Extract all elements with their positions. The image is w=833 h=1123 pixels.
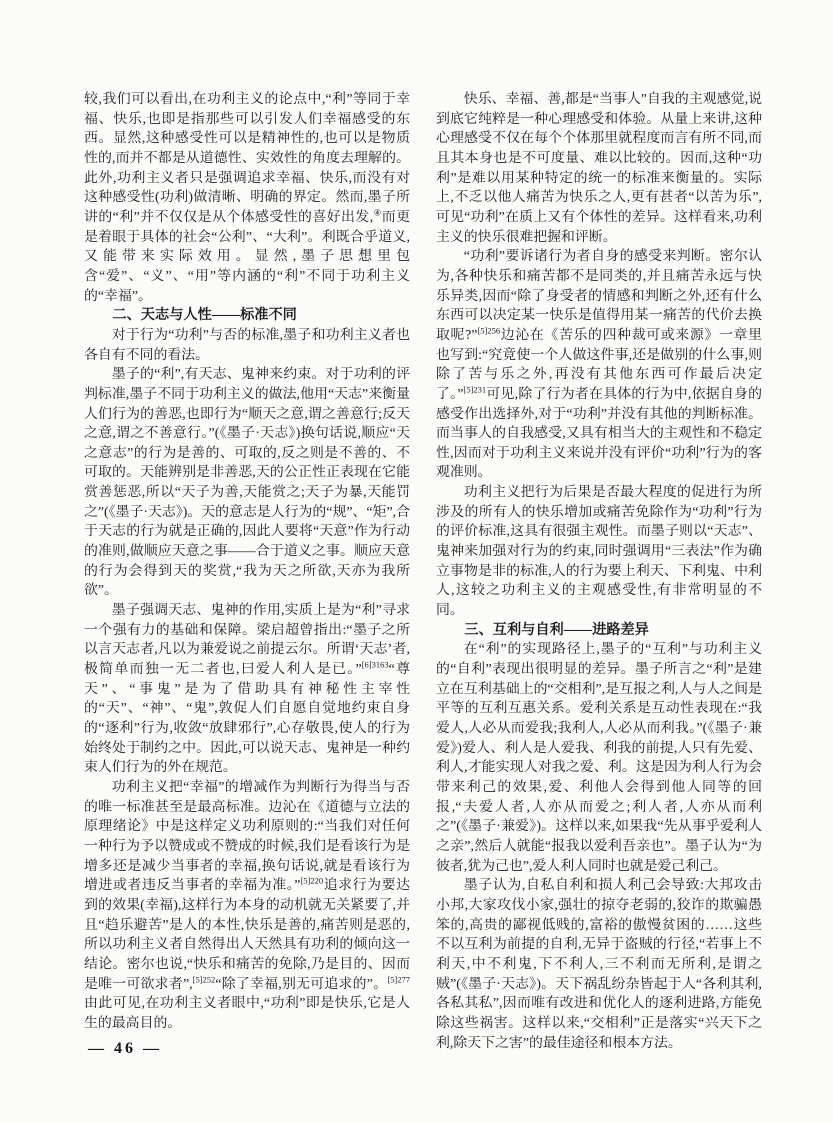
- citation-superscript: [5]252: [192, 973, 216, 984]
- citation-superscript: [5]277: [387, 973, 411, 984]
- paragraph: 在“利”的实现路径上,墨子的“互利”与功利主义的“自利”表现出很明显的差异。墨子所言之“利”是建立在互利基础上的“交相利”,是互报之利,人与人之间是平等的互利互惠关系。爱利关系是互动性表现在:“我爱人,人必从而爱我;我利人,人必从而利我。”(《墨子·兼爱》)爱人、利人是人爱我、利我的前提,人只有先爱、利人,才能实现人对我之爱、利。这是因为利人行为会带来利己的效果,爱、利他人会得到他人同等的回报,“夫爱人者,人亦从而爱之;利人者,人亦从而利之”(《墨子·兼爱》)。这样以来,如果我“先从事乎爱利人之亲”,然后人就能“报我以爱利吾亲也”。墨子认为“为彼者,犹为己也”,爱人利人同时也就是爱己利己。: [436, 642, 762, 874]
- paragraph: 墨子认为,自私自利和损人利己会导致:大邦攻击小邦,大家攻伐小家,强壮的掠夺老弱的,狡诈的欺骗愚笨的,高贵的鄙视低贱的,富裕的傲慢贫困的……这些不以互利为前提的自利,无异于盗贼的行径,“若事上不利天,中不利鬼,下不利人,三不利而无所利,是谓之贼”(《墨子·天志》)。天下祸乱纷杂皆起于人“各利其利,各私其私”,因而唯有改进和优化人的逐利进路,方能免除这些祸害。这样以来,“交相利”正是落实“兴天下之利,除天下之害”的最佳途径和根本方法。: [436, 878, 762, 1051]
- citation-superscript: [5]220: [300, 875, 324, 886]
- paragraph: 对于行为“功利”与否的标准,墨子和功利主义者也各自有不同的看法。: [84, 327, 410, 363]
- paragraph: 墨子强调天志、鬼神的作用,实质上是为“利”寻求一个强有力的基础和保障。梁启超曾指出:“墨子之所以言天志者,凡以为兼爱说之前提云尔。所谓‘天志’者,极简单而独一无二者也,曰爱人利人是已。”$^{[6]3163}$“尊天”、“事鬼”是为了借助具有神秘性主宰性的“天”、“神”、“鬼”,敦促人们自愿自觉地约束自身的“逐利”行为,收敛“放肆邪行”,心存敬畏,使人的行为始终处于制约之中。因此,可以说天志、鬼神是一种约束人们行为的外在规范。: [84, 603, 410, 776]
- paragraph: 快乐、幸福、善,都是“当事人”自我的主观感觉,说到底它纯粹是一种心理感受和体验。从量上来讲,这种心理感受不仅在每个个体那里就程度而言有所不同,而且其本身也是不可度量、难以比较的。因而,这种“功利”是难以用某种特定的统一的标准来衡量的。实际上,不乏以他人痛苦为快乐之人,更有甚者“以苦为乐”,可见“功利”在质上又有个体性的差异。这样看来,功利主义的快乐很难把握和评断。: [436, 92, 762, 245]
- citation-superscript: [6]3163: [361, 659, 389, 670]
- citation-superscript: [5]231: [463, 384, 487, 395]
- paragraph: 功利主义把行为后果是否最大程度的促进行为所涉及的所有人的快乐增加或痛苦免除作为“功利”行为的评价标准,这具有很强主观性。而墨子则以“天志”、鬼神来加强对行为的约束,同时强调用“三表法”作为确立事物是非的标准,人的行为要上利天、下利鬼、中利人,这较之功利主义的主观感受性,有非常明显的不同。: [436, 485, 762, 619]
- citation-superscript: ④: [373, 207, 382, 218]
- left-column: [84, 90, 410, 1053]
- two-column-text-area: [84, 90, 762, 1053]
- right-column: [436, 90, 762, 1053]
- page-number: — 46 —: [88, 1040, 162, 1057]
- paragraph: “功利”要诉诸行为者自身的感受来判断。密尔认为,各种快乐和痛苦都不是同类的,并且痛苦永远与快乐异类,因而“除了身受者的情感和判断之外,还有什么东西可以决定某一快乐是值得用某一痛苦的代价去换取呢?”$^{[5]256}$边沁在《苦乐的四种裁可或来源》一章里也写到:“究竟使一个人做这件事,还是做别的什么事,则除了苦与乐之外,再没有其他东西可作最后决定了。”$^{[5]231}$可见,除了行为者在具体的行为中,依据自身的感受作出选择外,对于“功利”并没有其他的判断标准。而当事人的自我感受,又具有相当大的主观性和不稳定性,因而对于功利主义来说并没有评价“功利”行为的客观准则。: [436, 249, 763, 481]
- section-heading: 二、天志与人性——标准不同: [112, 307, 297, 324]
- section-heading: 三、互利与自利——进路差异: [464, 621, 649, 638]
- paragraph: 较,我们可以看出,在功利主义的论点中,“利”等同于幸福、快乐,也即是指那些可以引发人们幸福感受的东西。显然,这种感受性可以是精神性的,也可以是物质性的,而并不都是从道德性、实效性的角度去理解的。此外,功利主义者只是强调追求幸福、快乐,而没有对这种感受性(功利)做清晰、明确的界定。然而,墨子所讲的“利”并不仅仅是从个体感受性的喜好出发,④而更是着眼于具体的社会“公利”、“大利”。利既合乎道义,又能带来实际效用。显然,墨子思想里包含“爱”、“义”、“用”等内涵的“利”不同于功利主义的“幸福”。: [84, 92, 410, 304]
- paragraph: 功利主义把“幸福”的增减作为判断行为得当与否的唯一标准甚至是最高标准。边沁在《道德与立法的原理绪论》中是这样定义功利原则的:“当我们对任何一种行为予以赞成或不赞成的时候,我们是看该行为是增多还是减少当事者的幸福,换句话说,就是看该行为增进或者违反当事者的幸福为准。”$^{[5]220}$追求行为要达到的效果(幸福),这样行为本身的动机就无关紧要了,并且“趋乐避苦”是人的本性,快乐是善的,痛苦则是恶的,所以功利主义者自然得出人天然具有功利的倾向这一结论。密尔也说,“快乐和痛苦的免除,乃是目的、因而是唯一可欲求者”,$^{[5]252}$“除了幸福,别无可追求的”。$^{[5]277}$由此可见,在功利主义者眼中,“功利”即是快乐,它是人生的最高目的。: [84, 779, 411, 1031]
- citation-superscript: [5]256: [477, 325, 501, 336]
- paragraph: 墨子的“利”,有天志、鬼神来约束。对于功利的评判标准,墨子不同于功利主义的做法,他用“天志”来衡量人们行为的善恶,也即行为“顺天之意,谓之善意行;反天之意,谓之不善意行。”(《墨子·天志》)换句话说,顺应“天之意志”的行为是善的、可取的,反之则是不善的、不可取的。天能辨别是非善恶,天的公正性正表现在它能赏善惩恶,所以“天子为善,天能赏之;天子为暴,天能罚之”(《墨子·天志》)。天的意志是人行为的“规”、“矩”,合于天志的行为就是正确的,因此人要将“天意”作为行动的准则,做顺应天意之事——合于道义之事。顺应天意的行为会得到天的奖赏,“我为天之所欲,天亦为我所欲”。: [84, 367, 410, 599]
